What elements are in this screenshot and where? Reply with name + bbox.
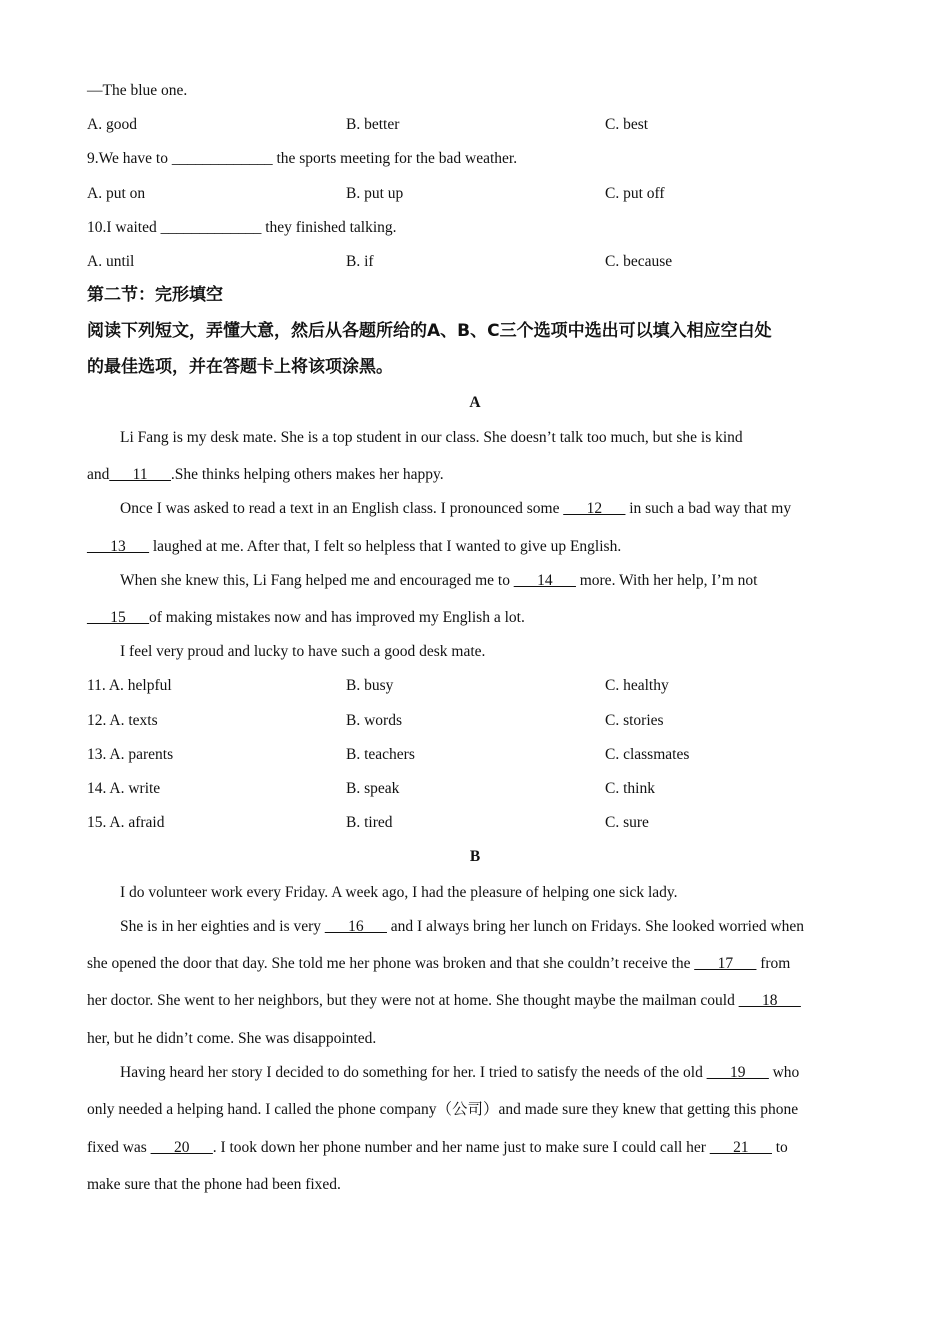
passage-b-p2-line2: she opened the door that day. She told me her phone was broken and that she couldn’t receive the ___17___ from	[87, 955, 791, 972]
option-c: C. classmates	[605, 746, 690, 763]
blank-11: ___11___	[109, 466, 171, 483]
option-a: A. until	[87, 253, 135, 270]
question-10: 10.I waited _____________ they finished talking.	[87, 219, 397, 236]
option-a: A. good	[87, 116, 137, 133]
option-a: 11. A. helpful	[87, 677, 172, 694]
q9-options	[0, 184, 950, 204]
section-title: 第二节：完形填空	[87, 285, 223, 305]
option-a: 14. A. write	[87, 780, 161, 797]
option-b: B. if	[346, 253, 374, 270]
q8-options	[0, 115, 950, 135]
option-b: B. teachers	[346, 746, 415, 763]
passage-b-p1: I do volunteer work every Friday. A week ago, I had the pleasure of helping one sick lady.	[120, 884, 678, 901]
option-b: B. better	[346, 116, 400, 133]
passage-a-label: A	[469, 394, 481, 411]
passage-a-p2-line2: ___13___ laughed at me. After that, I felt so helpless that I wanted to give up English.	[87, 538, 622, 555]
blank-12: ___12___	[563, 500, 626, 517]
blank-20: ___20___	[150, 1139, 213, 1156]
passage-a-p4: I feel very proud and lucky to have such a good desk mate.	[120, 643, 486, 660]
question-9: 9.We have to _____________ the sports meeting for the bad weather.	[87, 150, 518, 167]
q13-options	[0, 745, 950, 765]
blank-15: ___15___	[87, 609, 149, 626]
q14-options	[0, 779, 950, 799]
passage-b-label: B	[469, 848, 481, 865]
passage-a-p3-line1: When she knew this, Li Fang helped me and encouraged me to ___14___ more. With her help, I’m not	[120, 572, 758, 589]
blank-17: ___17___	[694, 955, 757, 972]
q8-answer-line: —The blue one.	[87, 82, 188, 99]
option-b: B. words	[346, 712, 402, 729]
option-c: C. because	[605, 253, 673, 270]
option-b: B. busy	[346, 677, 394, 694]
option-b: B. tired	[346, 814, 393, 831]
blank-13: ___13___	[87, 538, 149, 555]
option-a: A. put on	[87, 185, 146, 202]
option-c: C. sure	[605, 814, 649, 831]
option-a: 12. A. texts	[87, 712, 158, 729]
option-c: C. put off	[605, 185, 665, 202]
blank-21: ___21___	[709, 1139, 772, 1156]
q10-options	[0, 252, 950, 272]
blank-14: ___14___	[513, 572, 576, 589]
passage-b-p2-line1: She is in her eighties and is very ___16___ and I always bring her lunch on Fridays. She looked worried when	[120, 918, 805, 935]
passage-a-p1-line1: Li Fang is my desk mate. She is a top student in our class. She doesn’t talk too much, but she is kind	[120, 429, 743, 446]
option-c: C. healthy	[605, 677, 669, 694]
blank-18: ___18___	[738, 992, 801, 1009]
passage-a-p2-line1: Once I was asked to read a text in an English class. I pronounced some ___12___ in such a bad way that my	[120, 500, 792, 517]
passage-a-p1-line2: and___11___.She thinks helping others makes her happy.	[87, 466, 444, 483]
passage-b-p2-line4: her, but he didn’t come. She was disappointed.	[87, 1030, 377, 1047]
passage-b-p2-line3: her doctor. She went to her neighbors, but they were not at home. She thought maybe the mailman could ___18___	[87, 992, 801, 1009]
passage-b-p3-line1: Having heard her story I decided to do something for her. I tried to satisfy the needs of the old ___19___ who	[120, 1064, 800, 1081]
passage-b-p3-line4: make sure that the phone had been fixed.	[87, 1176, 341, 1193]
instruction-line-1: 阅读下列短文，弄懂大意，然后从各题所给的A、B、C三个选项中选出可以填入相应空白处	[87, 321, 772, 341]
q11-options	[0, 676, 950, 696]
passage-b-p3-line2: only needed a helping hand. I called the phone company（公司）and made sure they knew that getting this phone	[87, 1101, 799, 1118]
option-c: C. think	[605, 780, 655, 797]
option-b: B. speak	[346, 780, 400, 797]
instruction-line-2: 的最佳选项，并在答题卡上将该项涂黑。	[87, 357, 393, 377]
option-c: C. stories	[605, 712, 664, 729]
passage-b-p3-line3: fixed was ___20___. I took down her phone number and her name just to make sure I could call her ___21___ to	[87, 1139, 788, 1156]
blank-19: ___19___	[706, 1064, 769, 1081]
blank-16: ___16___	[324, 918, 387, 935]
option-b: B. put up	[346, 185, 404, 202]
q12-options	[0, 711, 950, 731]
option-a: 13. A. parents	[87, 746, 174, 763]
option-a: 15. A. afraid	[87, 814, 165, 831]
option-c: C. best	[605, 116, 649, 133]
q15-options	[0, 813, 950, 833]
passage-a-p3-line2: ___15___of making mistakes now and has improved my English a lot.	[87, 609, 525, 626]
